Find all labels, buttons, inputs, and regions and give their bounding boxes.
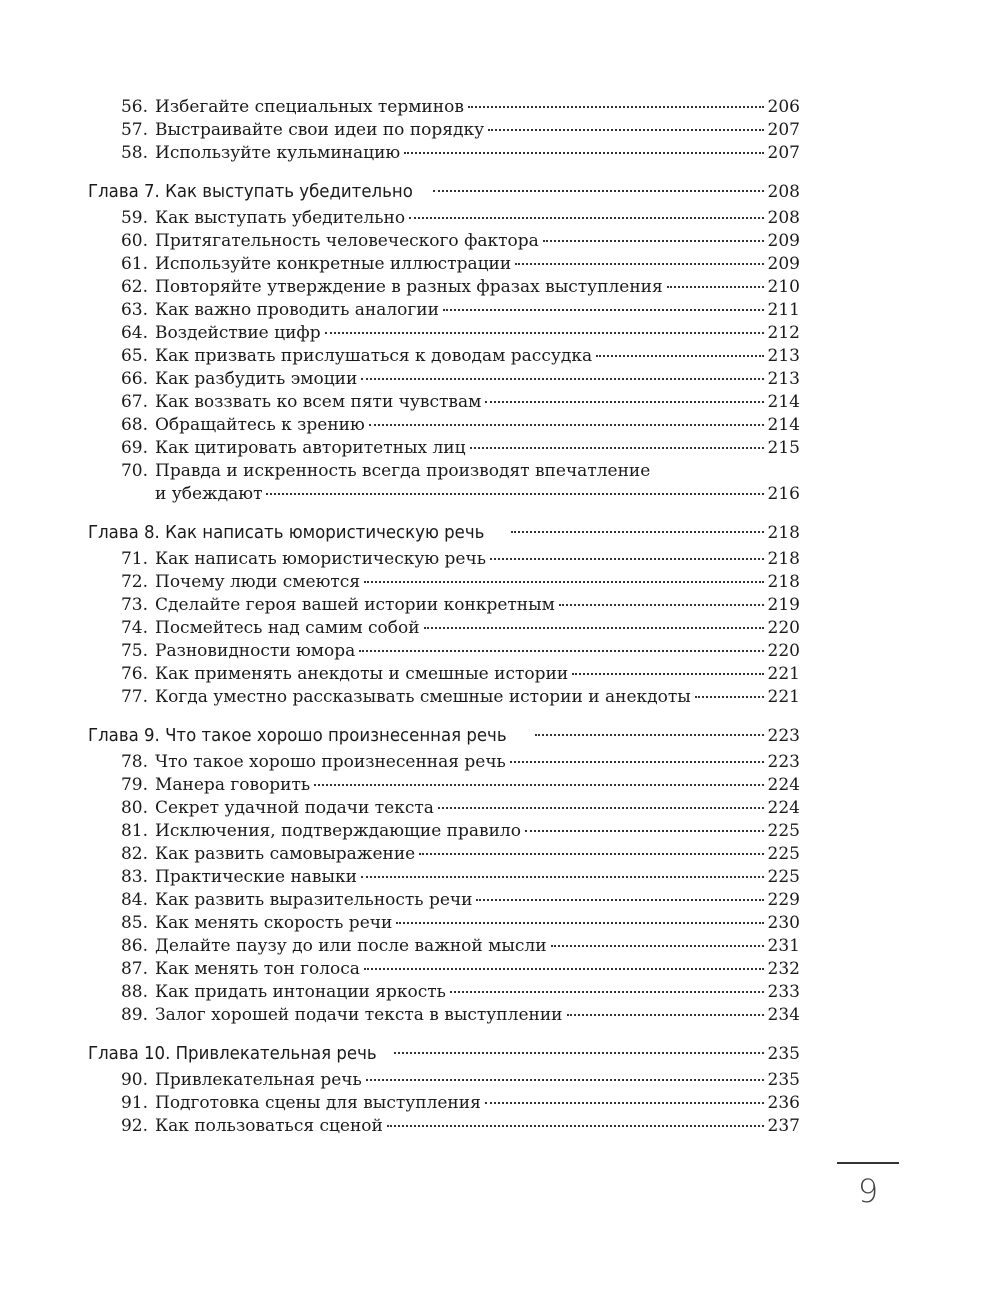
dot-leader bbox=[450, 991, 764, 993]
entry-page-number: 218 bbox=[767, 572, 800, 592]
entry-title: Сделайте героя вашей истории конкретным bbox=[155, 595, 555, 615]
toc-section bbox=[88, 96, 800, 165]
dot-leader bbox=[366, 1079, 764, 1081]
dot-leader bbox=[314, 784, 763, 786]
entry-page-number: 231 bbox=[767, 936, 800, 956]
chapter-heading bbox=[88, 177, 800, 207]
toc-section bbox=[88, 1039, 800, 1138]
toc-entry bbox=[88, 843, 800, 866]
entry-page-number: 207 bbox=[767, 143, 800, 163]
dot-leader bbox=[511, 531, 764, 533]
toc-entry bbox=[88, 1004, 800, 1027]
dot-leader bbox=[695, 696, 764, 698]
entry-title-continued: и убеждают bbox=[155, 484, 263, 504]
toc-entry bbox=[88, 368, 800, 391]
entry-number: 75. bbox=[120, 641, 148, 661]
entry-page-number: 218 bbox=[767, 549, 800, 569]
entry-title: Практические навыки bbox=[155, 867, 357, 887]
entry-number: 92. bbox=[120, 1116, 148, 1136]
entry-title: Почему люди смеются bbox=[155, 572, 361, 592]
entry-number: 84. bbox=[120, 890, 148, 910]
entry-page-number: 207 bbox=[767, 120, 800, 140]
entry-number: 81. bbox=[120, 821, 148, 841]
entry-page-number: 224 bbox=[767, 775, 800, 795]
entry-title: Обращайтесь к зрению bbox=[155, 415, 365, 435]
entry-number: 60. bbox=[120, 231, 148, 251]
dot-leader bbox=[438, 807, 764, 809]
dot-leader bbox=[488, 129, 763, 131]
entry-page-number: 221 bbox=[767, 664, 800, 684]
dot-leader bbox=[266, 493, 763, 495]
toc-entry bbox=[88, 230, 800, 253]
entry-number: 66. bbox=[120, 369, 148, 389]
entry-number: 79. bbox=[120, 775, 148, 795]
entry-page-number: 208 bbox=[767, 208, 800, 228]
dot-leader bbox=[468, 106, 764, 108]
chapter-heading bbox=[88, 1039, 800, 1069]
entry-page-number: 209 bbox=[767, 254, 800, 274]
entry-page-number: 212 bbox=[767, 323, 800, 343]
toc-entry bbox=[88, 797, 800, 820]
dot-leader bbox=[515, 263, 763, 265]
dot-leader bbox=[567, 1014, 764, 1016]
entry-page-number: 220 bbox=[767, 618, 800, 638]
toc-entry bbox=[88, 299, 800, 322]
entry-number: 56. bbox=[120, 97, 148, 117]
entry-title: Секрет удачной подачи текста bbox=[155, 798, 434, 818]
dot-leader bbox=[510, 761, 764, 763]
entry-page-number: 213 bbox=[767, 369, 800, 389]
entry-title: Как пользоваться сценой bbox=[155, 1116, 383, 1136]
chapter-page-number: 235 bbox=[767, 1044, 800, 1064]
entry-number: 68. bbox=[120, 415, 148, 435]
dot-leader bbox=[361, 876, 764, 878]
entry-title: Используйте конкретные иллюстрации bbox=[155, 254, 512, 274]
toc-entry bbox=[88, 958, 800, 981]
entry-page-number: 206 bbox=[767, 97, 800, 117]
toc-entry bbox=[88, 460, 800, 506]
dot-leader bbox=[404, 152, 763, 154]
entry-number: 69. bbox=[120, 438, 148, 458]
entry-page-number: 234 bbox=[767, 1005, 800, 1025]
entry-number: 83. bbox=[120, 867, 148, 887]
entry-title: Манера говорить bbox=[155, 775, 311, 795]
toc-section bbox=[88, 518, 800, 709]
entry-page-number: 214 bbox=[767, 415, 800, 435]
entry-number: 89. bbox=[120, 1005, 148, 1025]
toc-entry bbox=[88, 912, 800, 935]
entry-page-number: 225 bbox=[767, 844, 800, 864]
entry-number: 65. bbox=[120, 346, 148, 366]
entry-page-number: 225 bbox=[767, 867, 800, 887]
toc-entry bbox=[88, 414, 800, 437]
entry-number: 74. bbox=[120, 618, 148, 638]
toc-entry bbox=[88, 571, 800, 594]
toc-entry bbox=[88, 751, 800, 774]
entry-title: Как менять скорость речи bbox=[155, 913, 393, 933]
dot-leader bbox=[364, 968, 764, 970]
chapter-title: Глава 9. Что такое хорошо произнесенная речь bbox=[88, 725, 507, 746]
toc-entry bbox=[88, 866, 800, 889]
entry-number: 76. bbox=[120, 664, 148, 684]
dot-leader bbox=[419, 853, 763, 855]
entry-title: Как призвать прислушаться к доводам рассудка bbox=[155, 346, 593, 366]
dot-leader bbox=[535, 734, 764, 736]
toc-section bbox=[88, 721, 800, 1027]
entry-title: Как выступать убедительно bbox=[155, 208, 406, 228]
page-number: 9 bbox=[857, 1172, 879, 1210]
entry-number: 91. bbox=[120, 1093, 148, 1113]
entry-title: Как развить самовыражение bbox=[155, 844, 416, 864]
entry-page-number: 232 bbox=[767, 959, 800, 979]
entry-number: 80. bbox=[120, 798, 148, 818]
entry-title: Притягательность человеческого фактора bbox=[155, 231, 539, 251]
entry-title: Воздействие цифр bbox=[155, 323, 321, 343]
entry-title: Разновидности юмора bbox=[155, 641, 356, 661]
toc-entry bbox=[88, 253, 800, 276]
dot-leader bbox=[443, 309, 764, 311]
toc-entry bbox=[88, 142, 800, 165]
dot-leader bbox=[409, 217, 763, 219]
dot-leader bbox=[396, 922, 763, 924]
toc-entry bbox=[88, 391, 800, 414]
entry-title: Правда и искренность всегда производят впечатление bbox=[155, 461, 651, 481]
entry-title: Как разбудить эмоции bbox=[155, 369, 358, 389]
toc-entry bbox=[88, 663, 800, 686]
dot-leader bbox=[369, 424, 764, 426]
entry-title: Привлекательная речь bbox=[155, 1070, 362, 1090]
entry-title: Как написать юмористическую речь bbox=[155, 549, 486, 569]
entry-number: 78. bbox=[120, 752, 148, 772]
dot-leader bbox=[361, 378, 763, 380]
toc-entry bbox=[88, 617, 800, 640]
entry-page-number: 230 bbox=[767, 913, 800, 933]
dot-leader bbox=[394, 1052, 764, 1054]
toc-entry bbox=[88, 322, 800, 345]
toc-entry bbox=[88, 96, 800, 119]
dot-leader bbox=[551, 945, 764, 947]
dot-leader bbox=[525, 830, 764, 832]
entry-page-number: 216 bbox=[767, 484, 800, 504]
entry-title: Используйте кульминацию bbox=[155, 143, 401, 163]
chapter-title: Глава 7. Как выступать убедительно bbox=[88, 181, 413, 202]
chapter-heading bbox=[88, 721, 800, 751]
entry-number: 70. bbox=[120, 461, 148, 481]
chapter-page-number: 223 bbox=[767, 726, 800, 746]
toc-section bbox=[88, 177, 800, 506]
toc-entry bbox=[88, 345, 800, 368]
footer-rule bbox=[837, 1162, 899, 1164]
entry-title: Как менять тон голоса bbox=[155, 959, 360, 979]
toc-entry bbox=[88, 437, 800, 460]
toc-entry bbox=[88, 548, 800, 571]
entry-number: 58. bbox=[120, 143, 148, 163]
entry-number: 73. bbox=[120, 595, 148, 615]
entry-title: Выстраивайте свои идеи по порядку bbox=[155, 120, 485, 140]
entry-number: 57. bbox=[120, 120, 148, 140]
dot-leader bbox=[485, 401, 763, 403]
toc-entry bbox=[88, 1069, 800, 1092]
toc-entry bbox=[88, 276, 800, 299]
entry-number: 86. bbox=[120, 936, 148, 956]
toc-entry bbox=[88, 981, 800, 1004]
entry-page-number: 209 bbox=[767, 231, 800, 251]
entry-page-number: 210 bbox=[767, 277, 800, 297]
dot-leader bbox=[596, 355, 763, 357]
entry-title: Повторяйте утверждение в разных фразах выступления bbox=[155, 277, 663, 297]
toc-entry bbox=[88, 820, 800, 843]
entry-page-number: 224 bbox=[767, 798, 800, 818]
entry-page-number: 229 bbox=[767, 890, 800, 910]
dot-leader bbox=[359, 650, 763, 652]
entry-title: Как развить выразительность речи bbox=[155, 890, 473, 910]
dot-leader bbox=[490, 558, 764, 560]
toc-entry bbox=[88, 686, 800, 709]
entry-title: Как воззвать ко всем пяти чувствам bbox=[155, 392, 482, 412]
entry-page-number: 215 bbox=[767, 438, 800, 458]
toc-entry bbox=[88, 889, 800, 912]
dot-leader bbox=[572, 673, 763, 675]
dot-leader bbox=[387, 1125, 764, 1127]
entry-number: 85. bbox=[120, 913, 148, 933]
entry-page-number: 211 bbox=[767, 300, 800, 320]
toc-entry bbox=[88, 935, 800, 958]
toc-entry bbox=[88, 774, 800, 797]
dot-leader bbox=[325, 332, 764, 334]
entry-title: Исключения, подтверждающие правило bbox=[155, 821, 521, 841]
entry-page-number: 225 bbox=[767, 821, 800, 841]
dot-leader bbox=[470, 447, 764, 449]
chapter-title: Глава 10. Привлекательная речь bbox=[88, 1043, 377, 1064]
chapter-heading bbox=[88, 518, 800, 548]
entry-page-number: 223 bbox=[767, 752, 800, 772]
dot-leader bbox=[543, 240, 764, 242]
entry-title: Как применять анекдоты и смешные истории bbox=[155, 664, 569, 684]
entry-title: Как важно проводить аналогии bbox=[155, 300, 439, 320]
entry-title: Что такое хорошо произнесенная речь bbox=[155, 752, 506, 772]
toc-entry bbox=[88, 119, 800, 142]
entry-title: Посмейтесь над самим собой bbox=[155, 618, 420, 638]
dot-leader bbox=[559, 604, 764, 606]
toc-entry bbox=[88, 1092, 800, 1115]
chapter-page-number: 208 bbox=[767, 182, 800, 202]
entry-number: 87. bbox=[120, 959, 148, 979]
dot-leader bbox=[364, 581, 764, 583]
table-of-contents bbox=[88, 96, 800, 1138]
entry-title: Как цитировать авторитетных лиц bbox=[155, 438, 466, 458]
dot-leader bbox=[485, 1102, 764, 1104]
entry-page-number: 213 bbox=[767, 346, 800, 366]
chapter-title: Глава 8. Как написать юмористическую речь bbox=[88, 522, 485, 543]
entry-page-number: 214 bbox=[767, 392, 800, 412]
entry-number: 63. bbox=[120, 300, 148, 320]
entry-title: Как придать интонации яркость bbox=[155, 982, 446, 1002]
entry-number: 62. bbox=[120, 277, 148, 297]
entry-number: 67. bbox=[120, 392, 148, 412]
entry-number: 71. bbox=[120, 549, 148, 569]
entry-page-number: 221 bbox=[767, 687, 800, 707]
toc-entry bbox=[88, 207, 800, 230]
dot-leader bbox=[667, 286, 764, 288]
toc-entry bbox=[88, 1115, 800, 1138]
dot-leader bbox=[433, 190, 763, 192]
entry-number: 64. bbox=[120, 323, 148, 343]
entry-number: 90. bbox=[120, 1070, 148, 1090]
entry-title: Залог хорошей подачи текста в выступлении bbox=[155, 1005, 563, 1025]
chapter-page-number: 218 bbox=[767, 523, 800, 543]
entry-page-number: 237 bbox=[767, 1116, 800, 1136]
entry-title: Избегайте специальных терминов bbox=[155, 97, 464, 117]
entry-page-number: 220 bbox=[767, 641, 800, 661]
toc-entry bbox=[88, 640, 800, 663]
entry-page-number: 219 bbox=[767, 595, 800, 615]
entry-title: Когда уместно рассказывать смешные истории и анекдоты bbox=[155, 687, 691, 707]
dot-leader bbox=[424, 627, 764, 629]
entry-number: 72. bbox=[120, 572, 148, 592]
entry-number: 61. bbox=[120, 254, 148, 274]
toc-entry bbox=[88, 594, 800, 617]
entry-page-number: 236 bbox=[767, 1093, 800, 1113]
entry-number: 82. bbox=[120, 844, 148, 864]
dot-leader bbox=[476, 899, 763, 901]
entry-number: 77. bbox=[120, 687, 148, 707]
entry-title: Подготовка сцены для выступления bbox=[155, 1093, 481, 1113]
entry-number: 59. bbox=[120, 208, 148, 228]
entry-number: 88. bbox=[120, 982, 148, 1002]
entry-title: Делайте паузу до или после важной мысли bbox=[155, 936, 547, 956]
entry-page-number: 235 bbox=[767, 1070, 800, 1090]
entry-page-number: 233 bbox=[767, 982, 800, 1002]
